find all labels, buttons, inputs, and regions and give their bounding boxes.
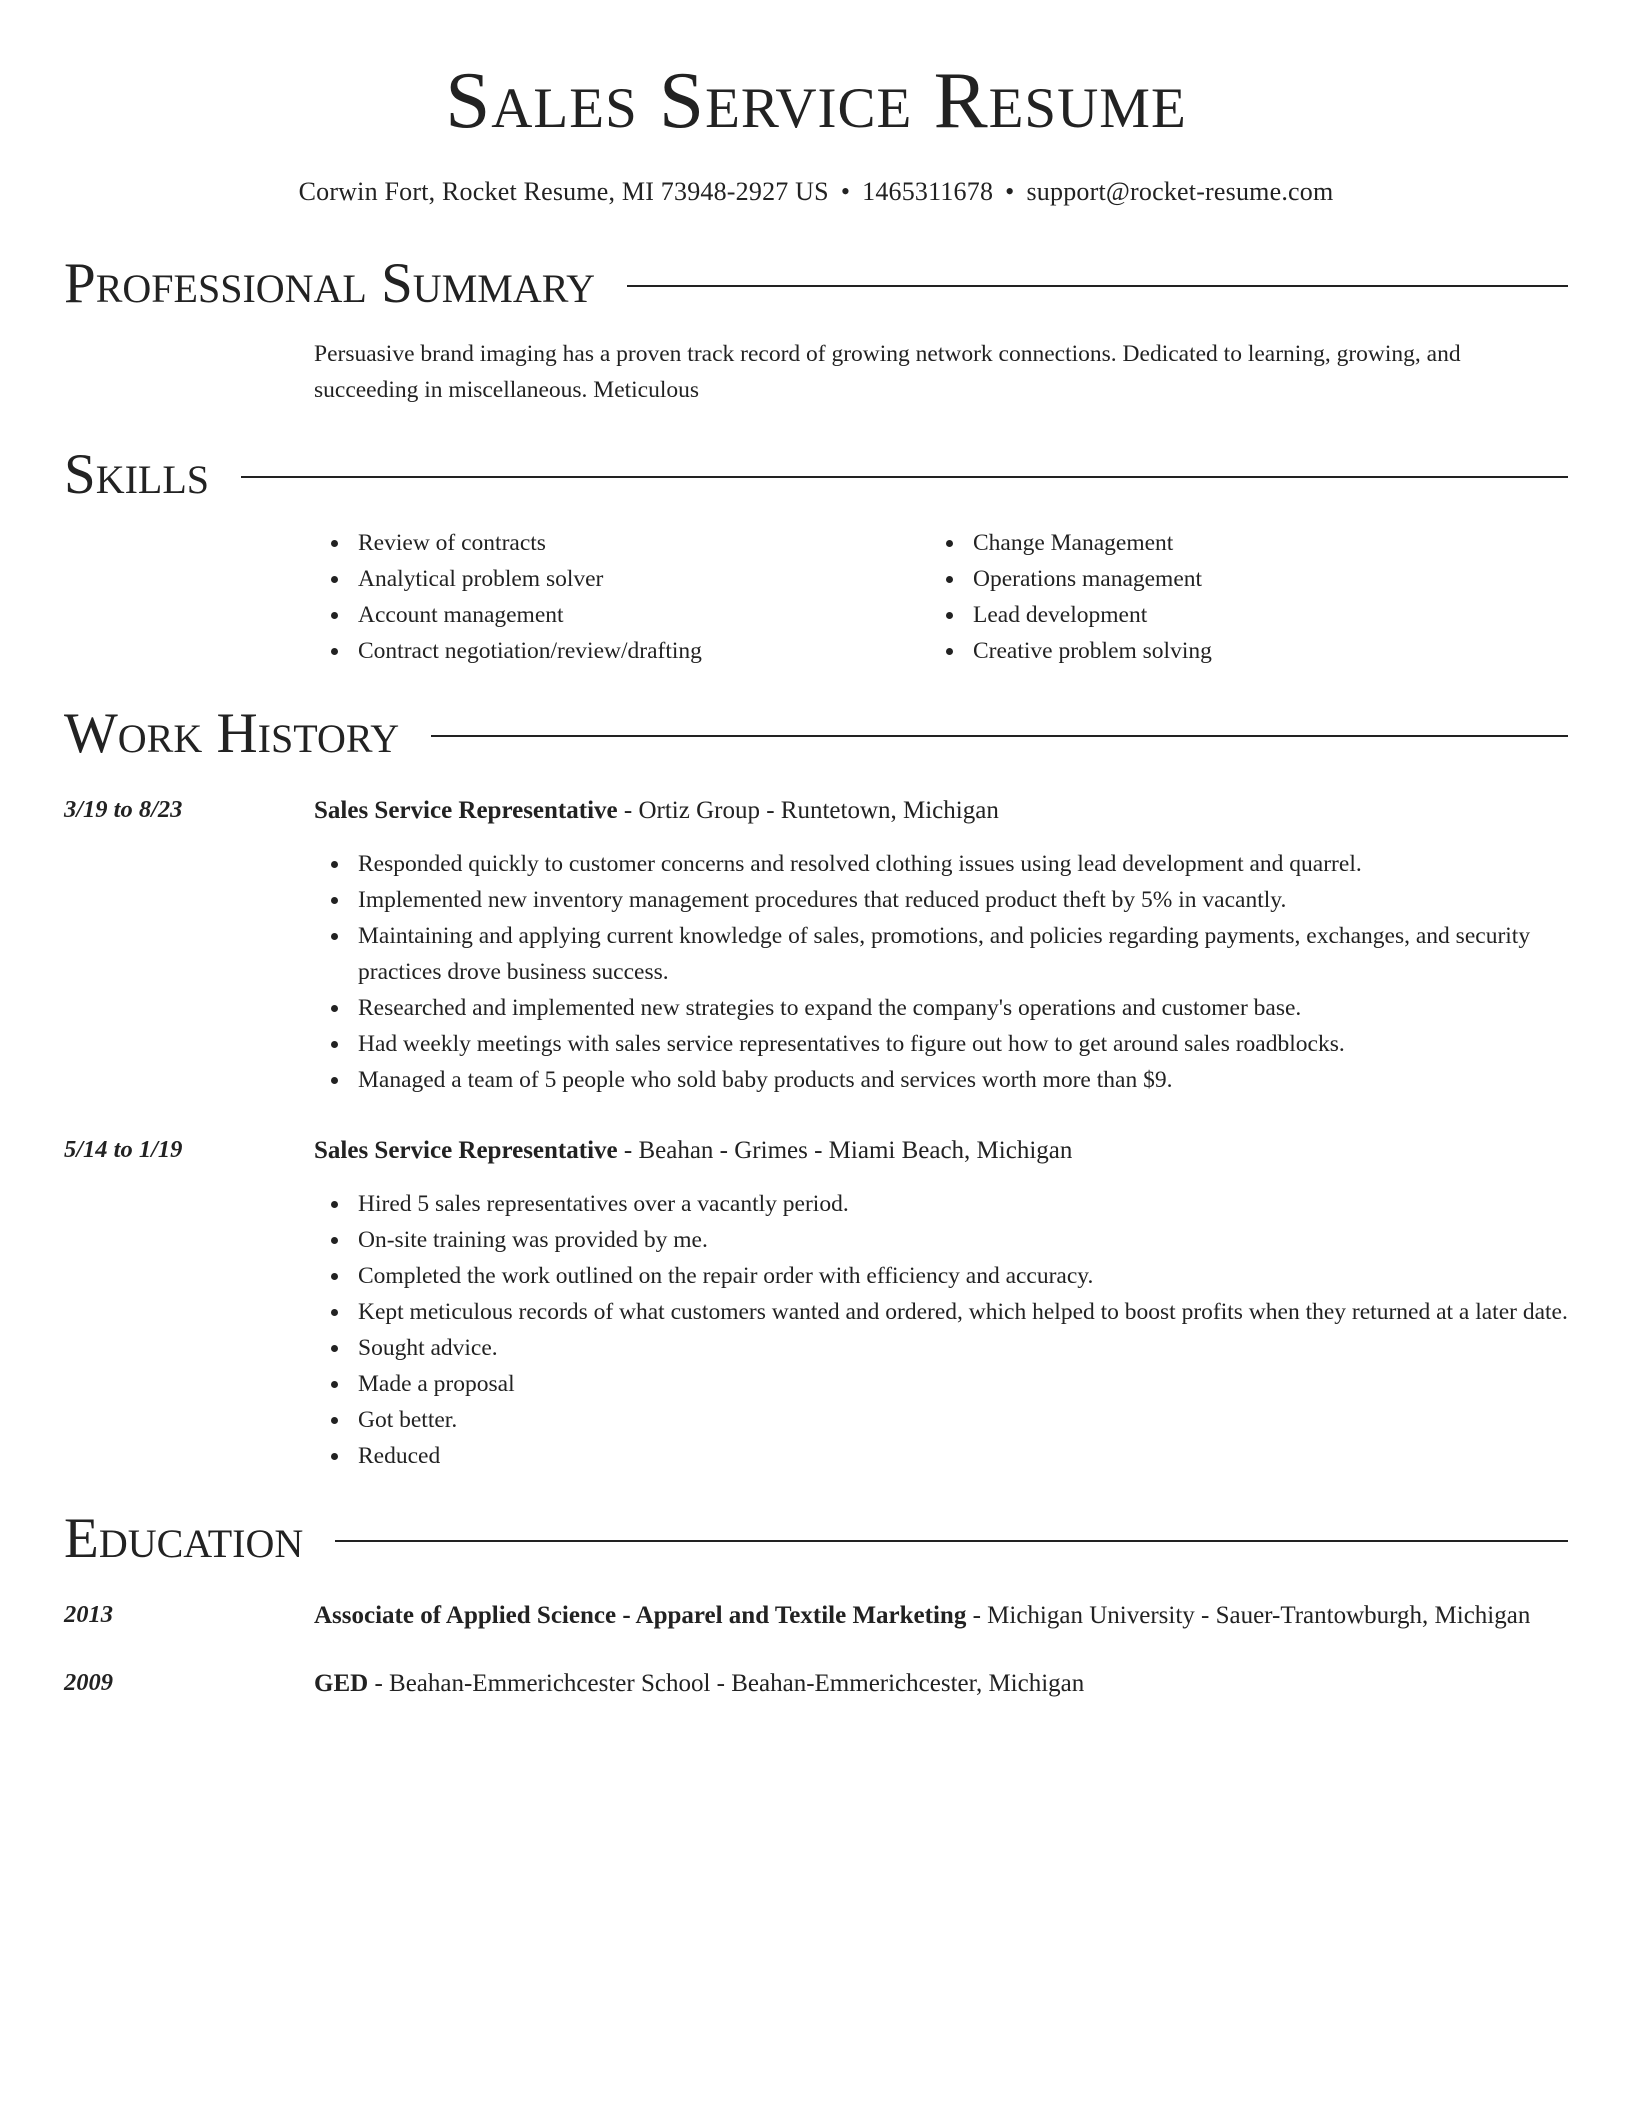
education-year: 2013 — [64, 1601, 113, 1628]
skills-column-left — [314, 525, 929, 669]
job-bullets — [314, 1186, 1568, 1474]
job-entry — [64, 792, 1568, 1098]
job-bullet: Responded quickly to customer concerns and resolved clothing issues using lead development and quarrel. — [314, 846, 1568, 882]
education-section-header — [64, 1507, 1568, 1570]
education-details: - Michigan University - Sauer-Trantowburgh, Michigan — [966, 1602, 1531, 1629]
job-bullet: Sought advice. — [314, 1330, 1568, 1366]
education-heading-line — [314, 1597, 1568, 1635]
contact-separator: • — [840, 177, 851, 206]
resume-title: Sales Service Resume — [445, 55, 1187, 145]
summary-section-header — [64, 252, 1568, 315]
skill-item: Creative problem solving — [929, 633, 1544, 669]
job-bullet: Reduced — [314, 1438, 1568, 1474]
section-divider — [627, 285, 1568, 287]
job-title: Sales Service Representative — [314, 797, 618, 824]
contact-line — [64, 177, 1568, 207]
job-title: Sales Service Representative — [314, 1137, 618, 1164]
education-degree: GED — [314, 1670, 369, 1697]
education-year: 2009 — [64, 1669, 113, 1696]
job-entry — [64, 1132, 1568, 1474]
summary-text: Persuasive brand imaging has a proven track record of growing network connections. Dedicated to learning, growing, and succeeding in miscellaneous. Meticulous — [314, 341, 1461, 403]
section-divider — [335, 1540, 1568, 1542]
job-bullet: Had weekly meetings with sales service representatives to figure out how to get around sales roadblocks. — [314, 1026, 1568, 1062]
job-bullet: Completed the work outlined on the repair order with efficiency and accuracy. — [314, 1258, 1568, 1294]
contact-separator: • — [1005, 177, 1015, 206]
skill-item: Lead development — [929, 597, 1544, 633]
contact-address: Corwin Fort, Rocket Resume, MI 73948-2927 US — [298, 177, 829, 206]
education-entry — [64, 1597, 1568, 1635]
job-bullet: Implemented new inventory management procedures that reduced product theft by 5% in vacantly. — [314, 882, 1568, 918]
work-section-header — [64, 702, 1568, 765]
job-bullet: Maintaining and applying current knowledge of sales, promotions, and policies regarding payments, exchanges, and security practices drove business success. — [314, 918, 1568, 990]
skills-list — [314, 525, 1568, 669]
job-bullet: Researched and implemented new strategies to expand the company's operations and customer base. — [314, 990, 1568, 1026]
job-bullet: Hired 5 sales representatives over a vacantly period. — [314, 1186, 1568, 1222]
job-bullet: On-site training was provided by me. — [314, 1222, 1568, 1258]
job-bullet: Kept meticulous records of what customers wanted and ordered, which helped to boost profits when they returned at a later date. — [314, 1294, 1568, 1330]
job-heading — [314, 792, 1568, 830]
job-bullets — [314, 846, 1568, 1098]
education-entry — [64, 1665, 1568, 1703]
skills-heading: Skills — [64, 443, 210, 506]
skills-section-header — [64, 443, 1568, 506]
skill-item: Review of contracts — [314, 525, 929, 561]
job-heading — [314, 1132, 1568, 1170]
section-divider — [241, 476, 1568, 478]
work-heading: Work History — [64, 702, 400, 765]
education-heading: Education — [64, 1507, 304, 1570]
skill-item: Account management — [314, 597, 929, 633]
job-bullet: Managed a team of 5 people who sold baby products and services worth more than $9. — [314, 1062, 1568, 1098]
education-details: - Beahan-Emmerichcester School - Beahan-Emmerichcester, Michigan — [368, 1670, 1085, 1697]
job-details: - Ortiz Group - Runtetown, Michigan — [617, 797, 999, 824]
skills-column-right — [929, 525, 1544, 669]
skill-item: Analytical problem solver — [314, 561, 929, 597]
skill-item: Contract negotiation/review/drafting — [314, 633, 929, 669]
section-divider — [431, 735, 1568, 737]
skill-item: Operations management — [929, 561, 1544, 597]
education-degree: Associate of Applied Science - Apparel and Textile Marketing — [314, 1602, 967, 1629]
contact-email[interactable]: support@rocket-resume.com — [1026, 177, 1334, 206]
job-dates: 3/19 to 8/23 — [64, 796, 183, 823]
summary-heading: Professional Summary — [64, 252, 596, 315]
job-details: - Beahan - Grimes - Miami Beach, Michigan — [617, 1137, 1073, 1164]
skill-item: Change Management — [929, 525, 1544, 561]
education-heading-line — [314, 1665, 1568, 1703]
job-dates: 5/14 to 1/19 — [64, 1136, 183, 1163]
job-bullet: Got better. — [314, 1402, 1568, 1438]
job-bullet: Made a proposal — [314, 1366, 1568, 1402]
contact-phone: 1465311678 — [862, 177, 994, 206]
